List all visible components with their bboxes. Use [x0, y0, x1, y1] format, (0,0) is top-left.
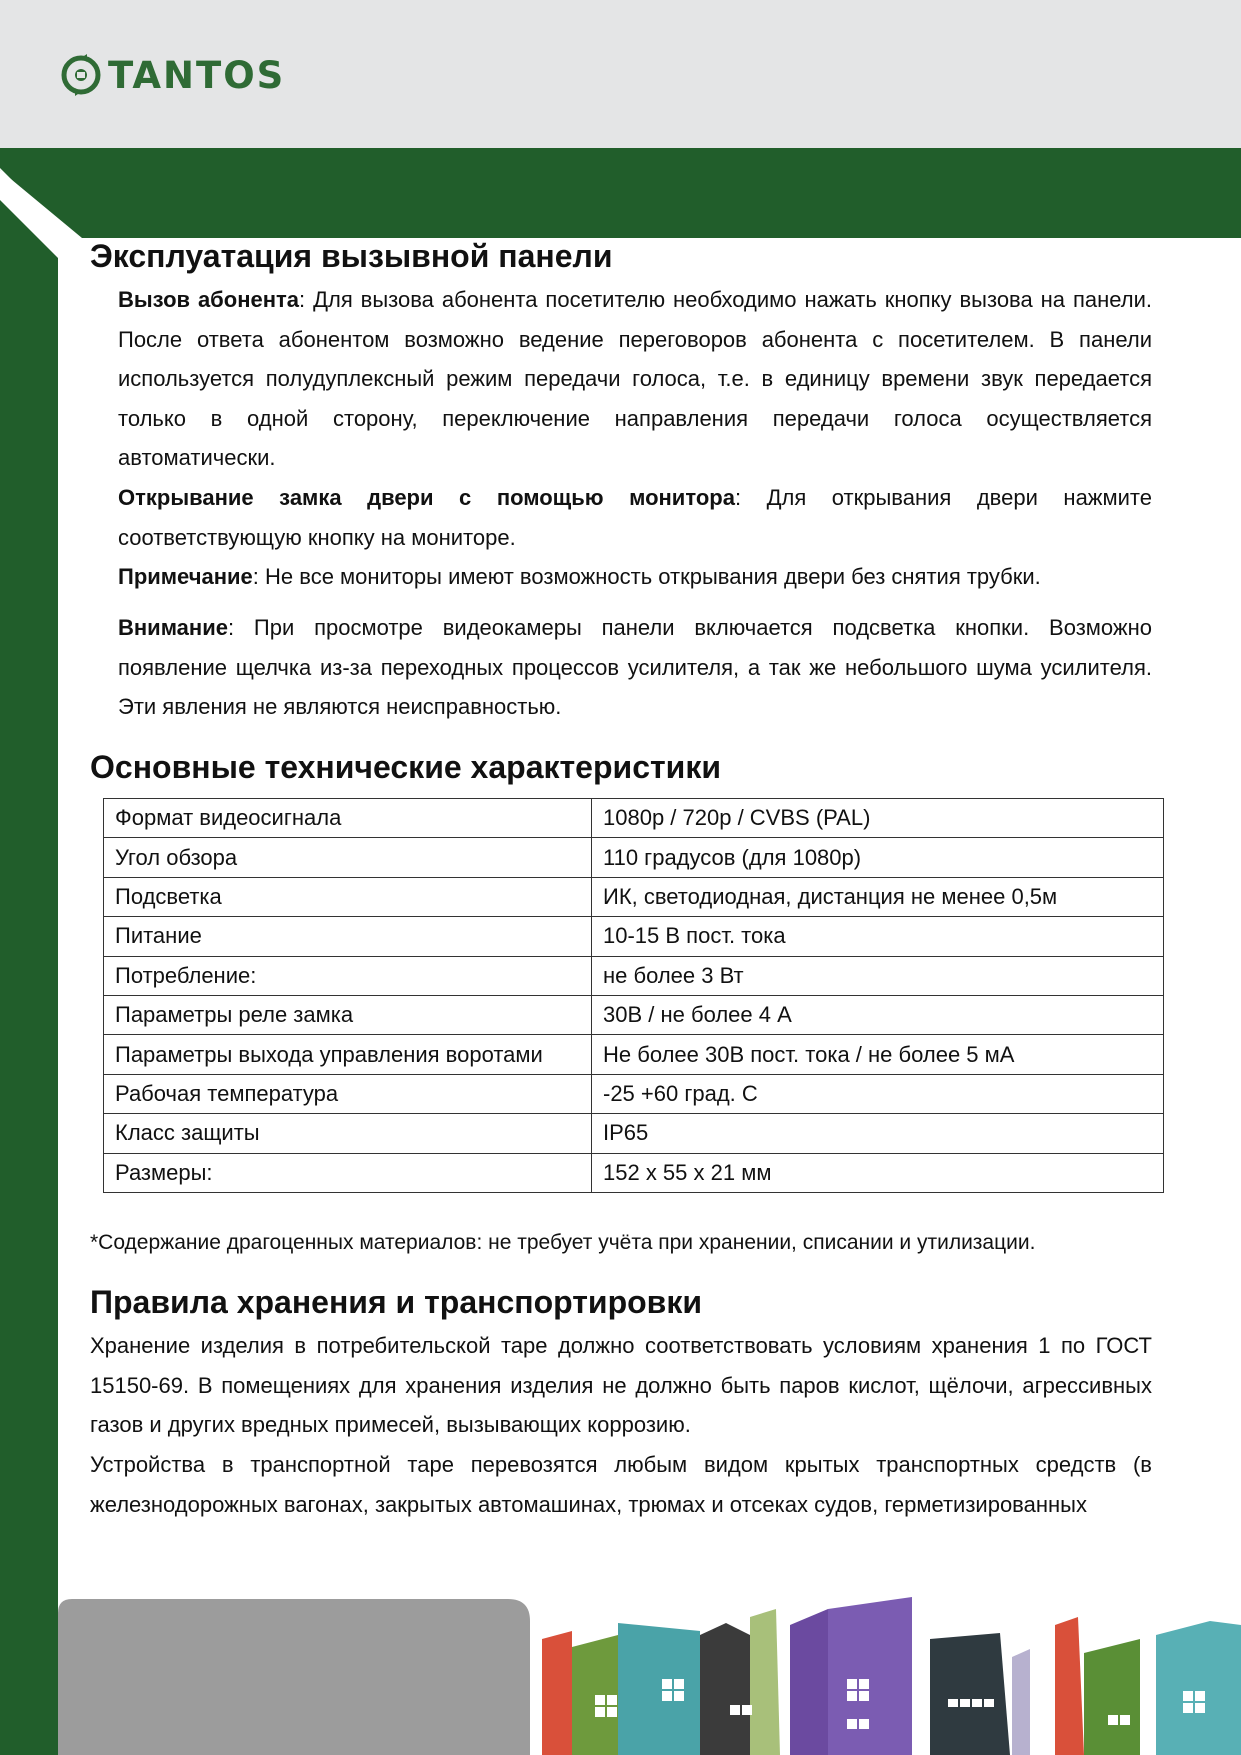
table-row — [104, 877, 1164, 916]
specs-title: Основные технические характеристики — [90, 749, 722, 785]
city-buildings-illustration — [0, 1595, 1241, 1755]
storage-title: Правила хранения и транспортировки — [90, 1284, 703, 1320]
spec-key: Подсветка — [104, 877, 592, 916]
warning-paragraph — [118, 608, 1152, 727]
table-row — [104, 799, 1164, 838]
spec-value: 10-15 В пост. тока — [592, 917, 1164, 956]
spec-key: Угол обзора — [104, 838, 592, 877]
spec-key: Класс защиты — [104, 1114, 592, 1153]
specs-table — [103, 798, 1164, 1193]
page-header — [0, 0, 1241, 148]
table-row — [104, 956, 1164, 995]
operation-title: Эксплуатация вызывной панели — [90, 238, 613, 274]
warning-text: : При просмотре видеокамеры панели включается подсветка кнопки. Возможно появление щелчка из-за переходных процессов усилителя, а так же небольшого шума усилителя. Эти явления не являются неисправностью. — [118, 615, 1152, 719]
table-row — [104, 1114, 1164, 1153]
warning-label: Внимание — [118, 615, 228, 640]
spec-value: Не более 30В пост. тока / не более 5 мА — [592, 1035, 1164, 1074]
precious-materials-footnote: *Содержание драгоценных материалов: не требует учёта при хранении, списании и утилизации. — [90, 1231, 1036, 1254]
tantos-logo-icon — [58, 52, 104, 98]
spec-value: 30В / не более 4 А — [592, 995, 1164, 1034]
spec-value: не более 3 Вт — [592, 956, 1164, 995]
note-text: : Не все мониторы имеют возможность открывания двери без снятия трубки. — [252, 564, 1041, 589]
spec-value: ИК, светодиодная, дистанция не менее 0,5м — [592, 877, 1164, 916]
table-row — [104, 917, 1164, 956]
door-open-label: Открывание замка двери с помощью монитора — [118, 485, 735, 510]
spec-key: Формат видеосигнала — [104, 799, 592, 838]
spec-value: IP65 — [592, 1114, 1164, 1153]
table-row — [104, 1035, 1164, 1074]
spec-value: 152 х 55 х 21 мм — [592, 1153, 1164, 1192]
table-row — [104, 1153, 1164, 1192]
spec-key: Потребление: — [104, 956, 592, 995]
spec-key: Параметры реле замка — [104, 995, 592, 1034]
spec-key: Размеры: — [104, 1153, 592, 1192]
door-open-paragraph — [118, 478, 1152, 557]
spec-key: Питание — [104, 917, 592, 956]
call-subscriber-paragraph — [118, 280, 1152, 478]
spec-value: -25 +60 град. С — [592, 1074, 1164, 1113]
call-subscriber-label: Вызов абонента — [118, 287, 300, 312]
transport-paragraph: Устройства в транспортной таре перевозятся любым видом крытых транспортных средств (в железнодорожных вагонах, закрытых автомашинах, трюмах и отсеках судов, герметизированных — [90, 1452, 1152, 1517]
brand-logo — [58, 52, 285, 98]
table-row — [104, 838, 1164, 877]
left-green-stripe — [0, 148, 58, 1755]
spec-value: 110 градусов (для 1080р) — [592, 838, 1164, 877]
brand-name: TANTOS — [108, 53, 286, 97]
call-subscriber-text: : Для вызова абонента посетителю необходимо нажать кнопку вызова на панели. После ответа абонентом возможно ведение переговоров абонента с посетителем. В панели используется полудуплексный режим передачи голоса, т.е. в единицу времени звук передается только в одной сторону, переключение направления передачи голоса осуществляется автоматически. — [118, 287, 1152, 470]
table-row — [104, 995, 1164, 1034]
note-label: Примечание — [118, 564, 253, 589]
spec-key: Параметры выхода управления воротами — [104, 1035, 592, 1074]
table-row — [104, 1074, 1164, 1113]
spec-key: Рабочая температура — [104, 1074, 592, 1113]
spec-value: 1080р / 720р / CVBS (PAL) — [592, 799, 1164, 838]
storage-paragraph: Хранение изделия в потребительской таре должно соответствовать условиям хранения 1 по ГОСТ 15150-69. В помещениях для хранения изделия не должно быть паров кислот, щёлочи, агрессивных газов и других вредных примесей, вызывающих коррозию. — [90, 1333, 1152, 1437]
note-paragraph — [118, 557, 1152, 597]
door-open-text: : Для открывания двери нажмите соответствующую кнопку на мониторе. — [118, 485, 1152, 550]
